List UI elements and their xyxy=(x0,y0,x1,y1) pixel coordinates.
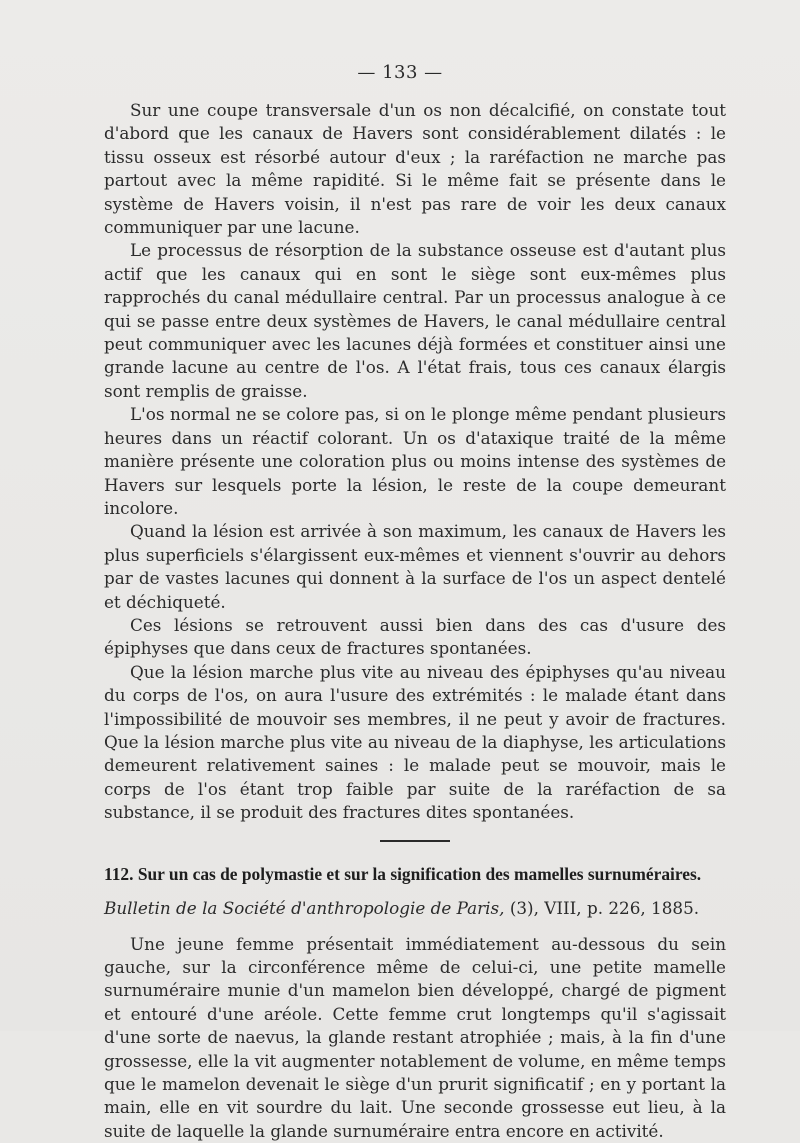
section-heading: 112. Sur un cas de polymastie et sur la signification des mamelles surnuméraires. xyxy=(104,863,702,884)
page-number: — 133 — xyxy=(357,62,443,83)
section-paragraph: Une jeune femme présentait immédiatement au-dessous du sein gauche, sur la circonférence même de celui-ci, une petite mamelle surnuméraire munie d'un mamelon bien développé, chargé de pigment et entouré d'une aréole. Cette femme crut longtemps qu'il s'agissait d'une sorte de naevus, la glande restant atrophiée ; mais, à la fin d'une grossesse, elle la vit augmenter notablement de volume, en même temps que le mamelon devenait le siège d'un prurit significatif ; en y portant la main, elle en vit sourdre du lait. Une seconde grossesse eut lieu, à la suite de laquelle la glande surnuméraire entra encore en activité. xyxy=(104,933,726,1141)
body-paragraph: Le processus de résorption de la substance osseuse est d'autant plus actif que les canaux qui en sont le siège sont eux-mêmes plus rapprochés du canal médullaire central. Par un processus analogue à ce qui se passe entre deux systèmes de Havers, le canal médullaire central peut communiquer avec les lacunes déjà formées et constituer ainsi une grande lacune au centre de l'os. A l'état frais, tous ces canaux élargis sont remplis de graisse. xyxy=(104,240,726,401)
citation-details: (3), VIII, p. 226, 1885. xyxy=(504,897,700,918)
citation-journal: Bulletin de la Société d'anthropologie de Paris, xyxy=(104,897,505,918)
bibliographic-citation xyxy=(104,897,726,920)
body-paragraph: Sur une coupe transversale d'un os non décalcifié, on constate tout d'abord que les canaux de Havers sont considérablement dilatés : le tissu osseux est résorbé autour d'eux ; la raréfaction ne marche pas partout avec la même rapidité. Si le même fait se présente dans le système de Havers voisin, il n'est pas rare de voir les deux canaux communiquer par une lacune. xyxy=(104,100,726,238)
section-divider xyxy=(380,840,450,842)
body-paragraph: Que la lésion marche plus vite au niveau des épiphyses qu'au niveau du corps de l'os, on aura l'usure des extrémités : le malade étant dans l'impossibilité de mouvoir ses membres, il ne peut y avoir de fractures. Que la lésion marche plus vite au niveau de la diaphyse, les articulations demeurent relativement saines : le malade peut se mouvoir, mais le corps de l'os étant trop faible par suite de la raréfaction de sa substance, il se produit des fractures dites spontanées. xyxy=(104,661,726,823)
page-content xyxy=(104,99,726,1143)
body-paragraph: Ces lésions se retrouvent aussi bien dans des cas d'usure des épiphyses que dans ceux de fractures spontanées. xyxy=(104,614,726,659)
body-paragraph: Quand la lésion est arrivée à son maximum, les canaux de Havers les plus superficiels s'élargissent eux-mêmes et viennent s'ouvrir au dehors par de vastes lacunes qui donnent à la surface de l'os un aspect dentelé et déchiqueté. xyxy=(104,521,726,612)
body-paragraph: L'os normal ne se colore pas, si on le plonge même pendant plusieurs heures dans un réactif colorant. Un os d'ataxique traité de la même manière présente une coloration plus ou moins intense des systèmes de Havers sur lesquels porte la lésion, le reste de la coupe demeurant incolore. xyxy=(104,404,726,518)
